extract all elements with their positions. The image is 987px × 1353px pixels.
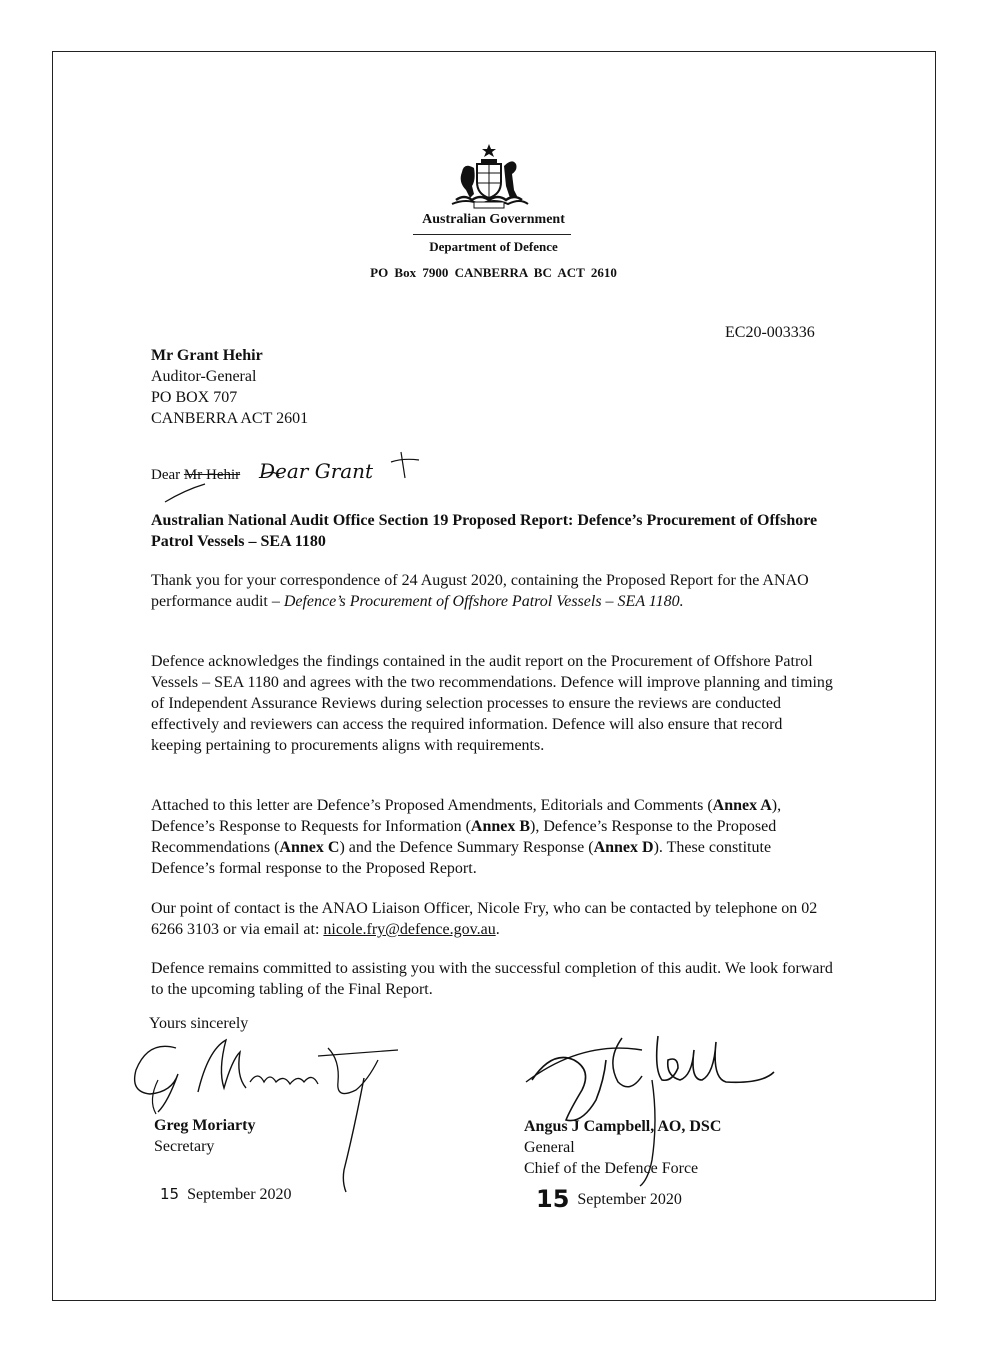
annex-b: Annex B [470, 818, 531, 835]
handwritten-dear-grant: Dear Grant [259, 459, 374, 483]
contact-email-link[interactable]: nicole.fry@defence.gov.au [323, 921, 496, 938]
letter-subject: Australian National Audit Office Section 19 Proposed Report: Defence’s Procurement of Offshore Patrol Vessels – SEA 1180 [151, 512, 818, 550]
government-name: Australian Government [422, 212, 565, 227]
signatory-1-name: Greg Moriarty [154, 1117, 256, 1134]
paragraph-correspondence [151, 570, 836, 612]
reference-number: EC20-003336 [725, 324, 815, 341]
recipient-block [151, 345, 308, 429]
signatory-1-day: 15 [160, 1185, 180, 1203]
p3-text-c: ), Defence’s Response to the Proposed Recommendations ( [151, 818, 777, 856]
signatory-1-date [160, 1185, 292, 1204]
p4-end: . [495, 921, 500, 938]
p3-text-e: ). These constitute Defence’s formal response to the Proposed Report. [151, 839, 772, 877]
coat-of-arms-icon [444, 142, 534, 212]
p1-text: Thank you for your correspondence of 24 August 2020, containing the Proposed Report for the ANAO performance audit – [151, 572, 809, 610]
recipient-city: CANBERRA ACT 2601 [151, 410, 309, 427]
signatory-2-month-year: September 2020 [577, 1191, 682, 1208]
annex-a: Annex A [712, 797, 772, 814]
p4-text: Our point of contact is the ANAO Liaison Officer, Nicole Fry, who can be contacted by telephone on 02 6266 3103 or via email at: [151, 900, 818, 938]
recipient-title: Auditor-General [151, 368, 257, 385]
signatory-1-role: Secretary [154, 1138, 215, 1155]
paragraph-findings: Defence acknowledges the findings contained in the audit report on the Procurement of Offshore Patrol Vessels – SEA 1180 and agrees with the two recommendations. Defence will improve planning and timing of Independent Assurance Reviews during selection processes to ensure the reviews are conducted effectively and reviewers can access the required information. Defence will also ensure that record keeping pertaining to procurements aligns with requirements. [151, 653, 833, 754]
p3-text-a: Attached to this letter are Defence’s Proposed Amendments, Editorials and Comments ( [151, 797, 713, 814]
signatory-2-date [536, 1185, 682, 1213]
annex-d: Annex D [593, 839, 654, 856]
p3-text-d: ) and the Defence Summary Response ( [339, 839, 594, 856]
letterhead-divider [413, 234, 571, 235]
handwritten-salutation [145, 450, 435, 510]
department-address: PO Box 7900 CANBERRA BC ACT 2610 [370, 265, 617, 280]
p3-text-b: ), Defence’s Response to Requests for Information ( [151, 797, 782, 835]
annex-c: Annex C [279, 839, 340, 856]
paragraph-commitment: Defence remains committed to assisting you with the successful completion of this audit. We look forward to the upcoming tabling of the Final Report. [151, 960, 833, 998]
signatory-2-day: 15 [536, 1185, 570, 1213]
signatory-2-name: Angus J Campbell, AO, DSC [524, 1118, 722, 1135]
signatory-2-role: Chief of the Defence Force [524, 1160, 699, 1177]
p1-report-title: Defence’s Procurement of Offshore Patrol Vessels – SEA 1180. [283, 593, 684, 610]
signatory-2-rank: General [524, 1139, 575, 1156]
salutation-struck-name: Mr Hehir [183, 467, 241, 483]
recipient-name: Mr Grant Hehir [151, 347, 263, 364]
department-name: Department of Defence [429, 239, 558, 254]
closing: Yours sincerely [149, 1015, 249, 1032]
paragraph-annexes [151, 795, 836, 879]
salutation-dear: Dear [151, 467, 181, 483]
signature-greg-moriarty [128, 1030, 398, 1195]
recipient-box: PO BOX 707 [151, 389, 238, 406]
signatory-1-month-year: September 2020 [187, 1186, 292, 1203]
paragraph-contact [151, 898, 836, 940]
